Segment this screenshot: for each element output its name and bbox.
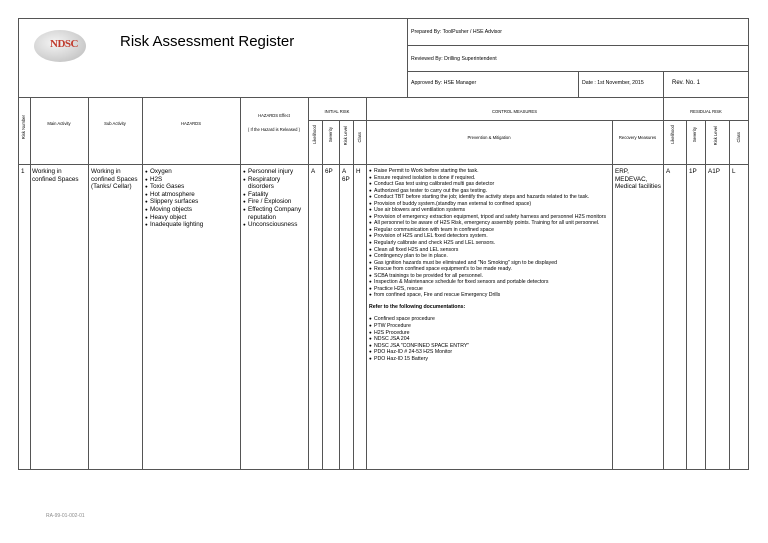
main-activity: Working in confined Spaces <box>32 168 79 183</box>
list-item: ● NDSC JSA 204 <box>369 336 610 343</box>
col-hazards: HAZARDS <box>180 121 201 126</box>
header-divider <box>18 97 749 98</box>
list-item: ● Gas ignition hazards must be eliminated and "No Smoking" sign to be displayed <box>369 260 610 267</box>
list-item: ● from confined space, Fire and rescue Emergency Drills <box>369 292 610 299</box>
title-divider <box>407 18 408 97</box>
col-line <box>686 120 687 470</box>
col-line <box>88 97 89 470</box>
list-item: ● Slippery surfaces <box>145 198 239 206</box>
initial-risk-divider <box>308 120 374 121</box>
col-risk-number: Risk Number <box>21 115 26 140</box>
sub-activity: Working in confined Spaces (Tanks/ Cellar) <box>91 168 138 191</box>
col-line <box>142 97 143 470</box>
residual-risk-divider <box>663 120 749 121</box>
list-item: ● Heavy object <box>145 214 239 222</box>
col-line <box>30 97 31 470</box>
list-item: ● PDO Haz-ID # 24-53 H2S Monitor <box>369 349 610 356</box>
col-initial-likelihood: Likelihood <box>312 125 317 144</box>
col-line <box>353 120 354 470</box>
residual-class: L <box>732 168 736 175</box>
header-row-divider <box>18 164 749 165</box>
col-initial-class: Class <box>357 132 362 143</box>
list-item: ● Raise Permit to Work before starting the task. <box>369 168 610 175</box>
list-item: ● Contingency plan to be in place. <box>369 253 610 260</box>
initial-class: H <box>356 168 361 175</box>
list-item: ● Inspection & Maintenance schedule for fixed sensors and portable detectors <box>369 279 610 286</box>
hazards-list <box>145 168 239 229</box>
list-item: ● Rescue from confined space equipment's to be made ready. <box>369 266 610 273</box>
initial-likelihood: A <box>311 168 316 175</box>
col-line <box>339 120 340 470</box>
col-residual-likelihood: Likelihood <box>670 125 675 144</box>
documents-list <box>369 316 610 362</box>
col-line <box>308 97 309 470</box>
col-residual-severity: Severity <box>692 127 697 143</box>
col-main-activity: Main Activity <box>47 121 71 126</box>
col-sub-activity: Sub Activity <box>104 121 126 126</box>
rev-number: Rev. No. 1 <box>672 80 700 86</box>
list-item: ● Provision of H2S and LEL fixed detectors system. <box>369 233 610 240</box>
col-line <box>729 120 730 470</box>
list-item: ● PDO Haz-ID 15 Battery <box>369 356 610 363</box>
effects-list <box>243 168 306 229</box>
page-title: Risk Assessment Register <box>120 33 295 50</box>
list-item: ● Conduct Gas test using calibrated multi gas detector <box>369 181 610 188</box>
list-item: ● Clean all fixed H2S and LEL sensors <box>369 247 610 254</box>
col-initial-risk: INITIAL RISK <box>324 109 350 114</box>
list-item: ● H2S Procedure <box>369 330 610 337</box>
list-item: ● Regularly calibrate and check H2S and LEL sensors. <box>369 240 610 247</box>
col-line <box>612 120 613 470</box>
list-item: ● PTW Procedure <box>369 323 610 330</box>
col-hazards-effect: HAZARDS Effect <box>258 113 290 118</box>
list-item: ● Fire / Explosion <box>243 198 306 206</box>
rev-divider <box>663 71 664 97</box>
col-prevention: Prevention & Mitigation <box>467 135 511 140</box>
col-hazards-effect-note: ( If the Hazard is Released ) <box>247 127 301 132</box>
list-item: ● Respiratory disorders <box>243 176 306 191</box>
col-initial-risk-level: Risk Level <box>343 126 348 146</box>
recovery-measures: ERP, MEDEVAC, Medical facilities <box>615 168 661 191</box>
list-item: ● Effecting Company reputation <box>243 206 306 221</box>
col-line <box>366 97 367 470</box>
date-divider <box>578 71 579 97</box>
list-item: ● Use air blowers and ventilation systems <box>369 207 610 214</box>
list-item: ● Provision of emergency extraction equipment, tripod and safety harness and personnel H2S monitors <box>369 214 610 221</box>
list-item: ● H2S <box>145 176 239 184</box>
list-item: ● SCBA trainings to be provided for all personnel. <box>369 273 610 280</box>
col-initial-severity: Severity <box>328 127 333 143</box>
list-item: ● Regular communication with team in confined space <box>369 227 610 234</box>
residual-risk-level: A1P <box>708 168 720 175</box>
list-item: ● Inadequate lighting <box>145 221 239 229</box>
list-item: ● Provision of buddy system.(standby man external to confined space) <box>369 201 610 208</box>
list-item: ● Personnel injury <box>243 168 306 176</box>
prevention-mitigation <box>369 168 610 362</box>
col-recovery: Recovery Measures <box>618 135 657 140</box>
approval-divider-1 <box>407 45 749 46</box>
prepared-by: Prepared By: ToolPusher / HSE Advisor <box>411 29 503 35</box>
control-measures-divider <box>366 120 663 121</box>
list-item: ● Conduct TBT before starting the job; identify the activity steps and hazards related to the task. <box>369 194 610 201</box>
residual-likelihood: A <box>666 168 671 175</box>
col-line <box>240 97 241 470</box>
list-item: ● Authorized gas tester to carry out the gas testing. <box>369 188 610 195</box>
col-line <box>705 120 706 470</box>
col-residual-risk-level: Risk Level <box>713 126 718 146</box>
list-item: ● Hot atmosphere <box>145 191 239 199</box>
list-item: ● Practice H2S, rescue <box>369 286 610 293</box>
list-item: ● Fatality <box>243 191 306 199</box>
date-label: Date : 1st November, 2015 <box>582 80 644 86</box>
approved-by: Approved By: HSE Manager <box>411 80 477 86</box>
list-item: ● Toxic Gases <box>145 183 239 191</box>
list-item: ● Unconsciousness <box>243 221 306 229</box>
col-residual-risk: RESIDUAL RISK <box>690 109 722 114</box>
prevention-list <box>369 168 610 299</box>
list-item: ● Confined space procedure <box>369 316 610 323</box>
risk-number: 1 <box>21 168 25 175</box>
list-item: ● Moving objects <box>145 206 239 214</box>
col-line <box>322 120 323 470</box>
list-item: ● Ensure required isolation is done if required. <box>369 175 610 182</box>
reviewed-by: Reviewed By: Drilling Superintendent <box>411 56 497 62</box>
list-item: ● Oxygen <box>145 168 239 176</box>
initial-risk-level: A 6P <box>342 168 350 183</box>
residual-severity: 1P <box>689 168 697 175</box>
document-code: RA-99-01-002-01 <box>46 513 85 519</box>
logo-text: NDSC <box>50 38 78 50</box>
list-item: ● All personnel to be aware of H2S Risk, emergency assembly points. Training for all unit personnel. <box>369 220 610 227</box>
initial-severity: 6P <box>325 168 333 175</box>
col-line <box>663 97 664 470</box>
col-control-measures: CONTROL MEASURES <box>492 109 537 114</box>
list-item: ● NDSC JSA "CONFINED SPACE ENTRY" <box>369 343 610 350</box>
refer-heading: Refer to the following documentations: <box>369 303 466 310</box>
col-residual-class: Class <box>736 132 741 143</box>
